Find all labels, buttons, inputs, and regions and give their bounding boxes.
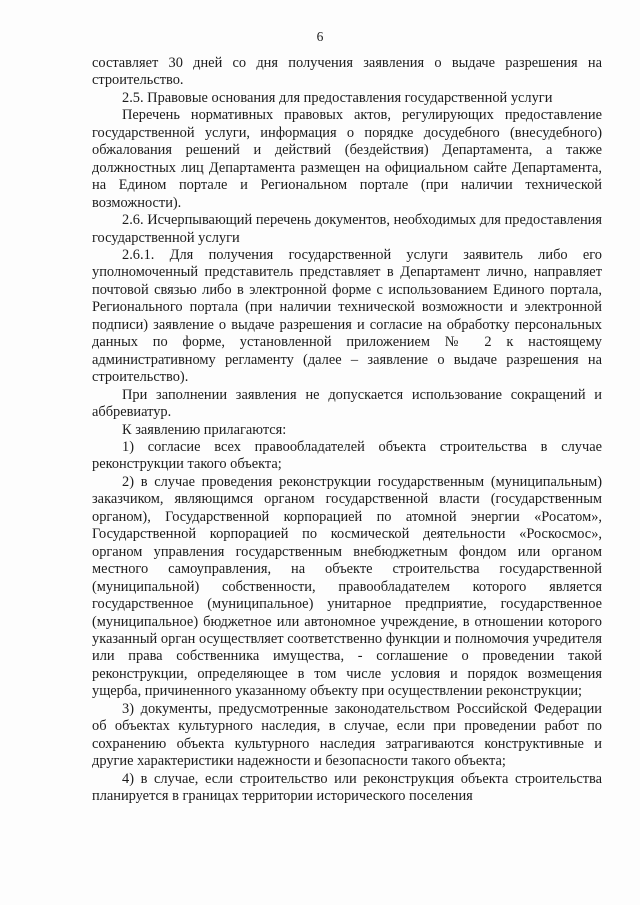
list-item-3: 3) документы, предусмотренные законодательством Российской Федерации об объектах культурного наследия, в случае, если при проведении работ по сохранению объекта культурного наследия затрагиваются конструктивные и другие характеристики надежности и безопасности такого объекта; (92, 700, 602, 770)
paragraph-no-abbreviations: При заполнении заявления не допускается использование сокращений и аббревиатур. (92, 386, 602, 421)
paragraph-2-6-1: 2.6.1. Для получения государственной услуги заявитель либо его уполномоченный представитель представляет в Департамент лично, направляет почтовой связью либо в электронной форме с использованием Единого портала, Регионального портала (при наличии технической возможности и электронной подписи) заявление о выдаче разрешения и согласие на обработку персональных данных по форме, установленной приложением № 2 к настоящему административному регламенту (далее – заявление о выдаче разрешения на строительство). (92, 246, 602, 386)
section-heading-2-5: 2.5. Правовые основания для предоставления государственной услуги (122, 89, 553, 106)
paragraph-legal-basis: Перечень нормативных правовых актов, регулирующих предоставление государственной услуги, информация о порядке досудебного (внесудебного) обжалования решений и действий (бездействия) Департамента, а также должностных лиц Департамента размещен на официальном сайте Департамента, на Едином портале и Региональном портале (при наличии технической возможности). (92, 107, 602, 211)
page-number: 6 (316, 29, 324, 44)
list-item-2: 2) в случае проведения реконструкции государственным (муниципальным) заказчиком, являющимся органом государственной власти (государственным органом), Государственной корпорацией по атомной энергии «Росатом», Государственной корпорацией по космической деятельности «Роскосмос», органом управления государственным внебюджетным фондом или органом местного самоуправления, на объекте строительства государственной (муниципальной) собственности, правообладателем которого является государственное (муниципальное) унитарное предприятие, государственное (муниципальное) бюджетное или автономное учреждение, в отношении которого указанный орган осуществляет соответственно функции и полномочия учредителя или права собственника имущества, - соглашение о проведении такой реконструкции, определяющее в том числе условия и порядок возмещения ущерба, причиненного указанному объекту при осуществлении реконструкции; (92, 473, 602, 700)
section-heading-2-6: 2.6. Исчерпывающий перечень документов, необходимых для предоставления государственной услуги (92, 212, 602, 246)
list-item-1: 1) согласие всех правообладателей объекта строительства в случае реконструкции такого объекта; (92, 438, 602, 473)
list-item-4: 4) в случае, если строительство или реконструкция объекта строительства планируется в границах территории исторического поселения (92, 770, 602, 805)
document-body (92, 55, 602, 805)
paragraph-continuation: составляет 30 дней со дня получения заявления о выдаче разрешения на строительство. (92, 55, 602, 89)
paragraph-attachments-intro: К заявлению прилагаются: (122, 421, 287, 438)
